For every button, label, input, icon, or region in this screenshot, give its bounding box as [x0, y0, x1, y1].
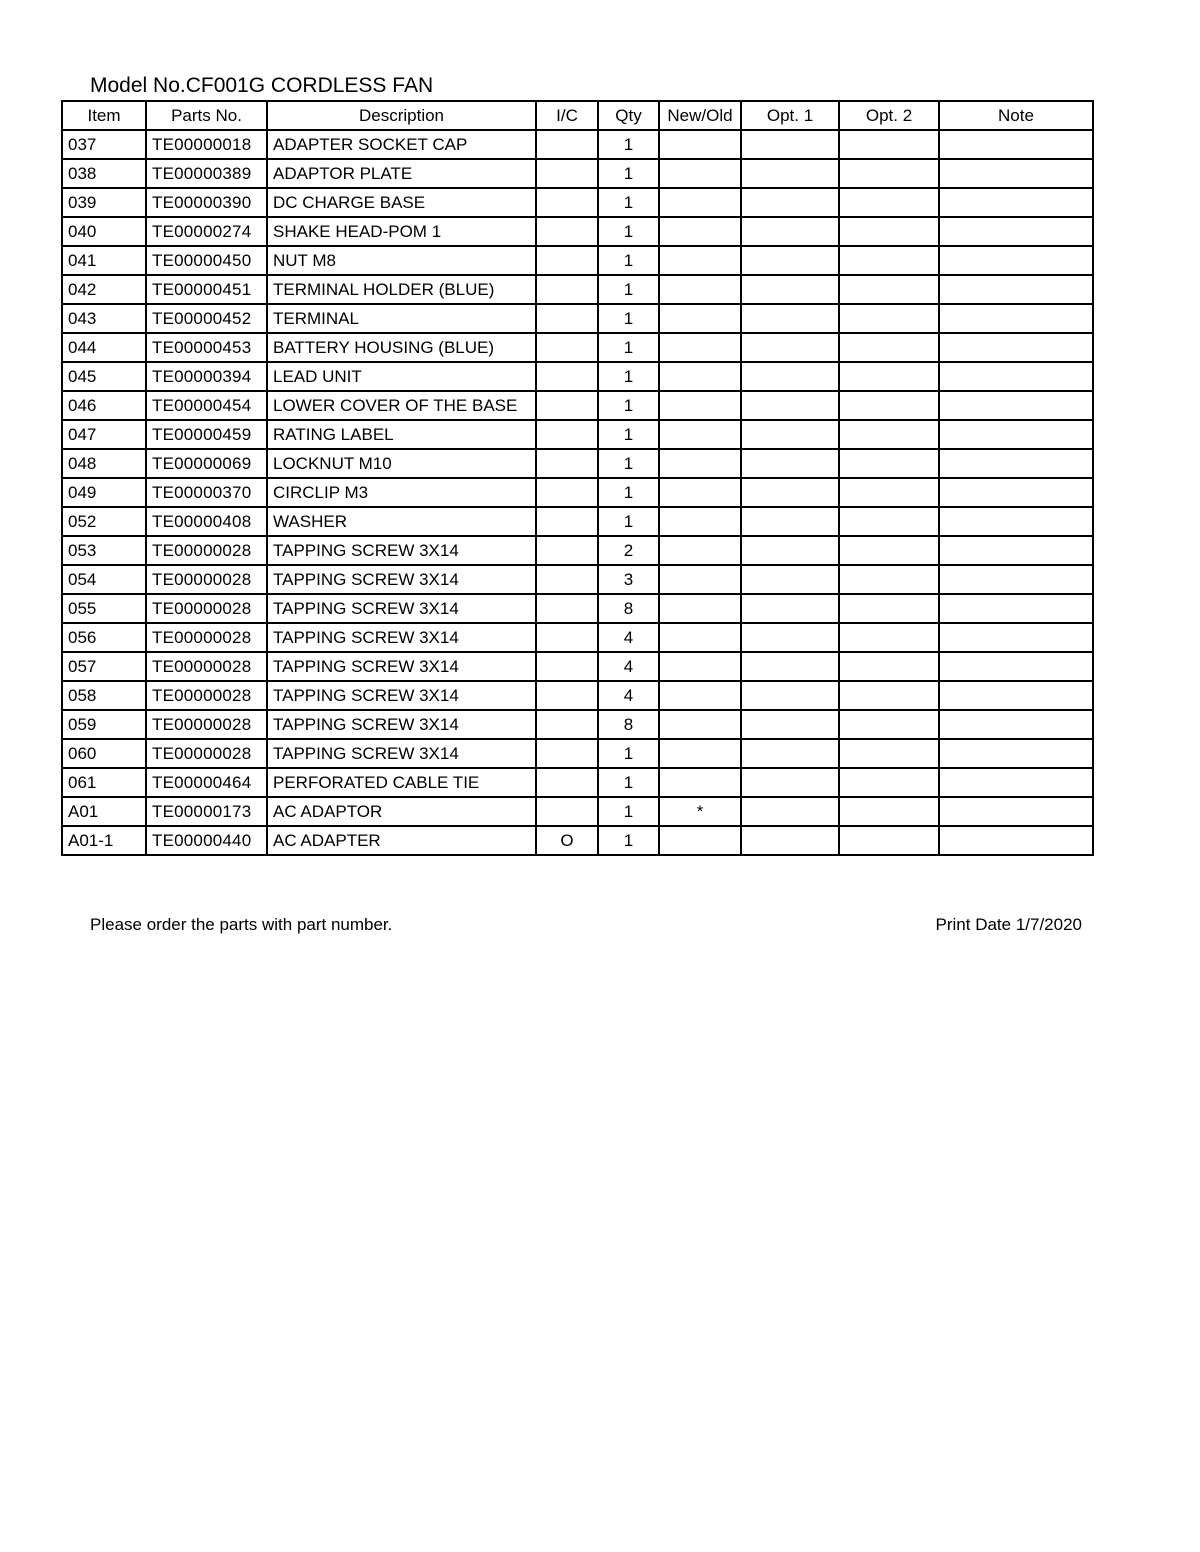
cell-item: 057	[62, 652, 146, 681]
cell-opt-2	[839, 188, 939, 217]
cell-note	[939, 449, 1093, 478]
cell-note	[939, 565, 1093, 594]
cell-qty: 4	[598, 681, 659, 710]
order-note: Please order the parts with part number.	[90, 915, 393, 934]
cell-opt-2	[839, 507, 939, 536]
cell-opt-2	[839, 565, 939, 594]
cell-part-no: TE00000389	[146, 159, 267, 188]
cell-opt-1	[741, 333, 839, 362]
cell-ic	[536, 246, 598, 275]
cell-ic	[536, 420, 598, 449]
table-row	[62, 478, 1093, 507]
cell-description: TAPPING SCREW 3X14	[267, 739, 536, 768]
cell-description: TAPPING SCREW 3X14	[267, 710, 536, 739]
table-row	[62, 130, 1093, 159]
table-row	[62, 275, 1093, 304]
table-row	[62, 217, 1093, 246]
table-row	[62, 333, 1093, 362]
table-row	[62, 797, 1093, 826]
cell-opt-1	[741, 246, 839, 275]
cell-item: 045	[62, 362, 146, 391]
cell-opt-2	[839, 449, 939, 478]
cell-qty: 1	[598, 826, 659, 855]
cell-item: 040	[62, 217, 146, 246]
table-row	[62, 652, 1093, 681]
cell-opt-2	[839, 420, 939, 449]
cell-item: A01	[62, 797, 146, 826]
cell-opt-2	[839, 217, 939, 246]
cell-new-old	[659, 681, 741, 710]
cell-opt-1	[741, 797, 839, 826]
cell-new-old	[659, 188, 741, 217]
cell-new-old	[659, 217, 741, 246]
table-row	[62, 507, 1093, 536]
cell-qty: 1	[598, 478, 659, 507]
cell-opt-1	[741, 130, 839, 159]
cell-ic	[536, 217, 598, 246]
cell-ic	[536, 710, 598, 739]
column-header-ic: I/C	[536, 101, 598, 130]
cell-qty: 4	[598, 623, 659, 652]
cell-ic	[536, 594, 598, 623]
cell-note	[939, 797, 1093, 826]
cell-ic	[536, 478, 598, 507]
cell-item: 046	[62, 391, 146, 420]
cell-new-old	[659, 304, 741, 333]
cell-note	[939, 391, 1093, 420]
cell-opt-1	[741, 362, 839, 391]
header-row	[62, 101, 1093, 130]
cell-ic	[536, 391, 598, 420]
cell-new-old: *	[659, 797, 741, 826]
cell-qty: 1	[598, 130, 659, 159]
cell-item: 043	[62, 304, 146, 333]
cell-ic	[536, 304, 598, 333]
cell-qty: 1	[598, 333, 659, 362]
cell-ic: O	[536, 826, 598, 855]
cell-new-old	[659, 768, 741, 797]
cell-ic	[536, 652, 598, 681]
table-row	[62, 739, 1093, 768]
cell-note	[939, 333, 1093, 362]
column-header-opt-1: Opt. 1	[741, 101, 839, 130]
cell-qty: 1	[598, 217, 659, 246]
cell-opt-2	[839, 594, 939, 623]
cell-note	[939, 478, 1093, 507]
cell-ic	[536, 536, 598, 565]
cell-ic	[536, 507, 598, 536]
cell-opt-1	[741, 275, 839, 304]
cell-new-old	[659, 420, 741, 449]
cell-opt-2	[839, 304, 939, 333]
cell-description: AC ADAPTOR	[267, 797, 536, 826]
cell-item: 047	[62, 420, 146, 449]
cell-new-old	[659, 536, 741, 565]
cell-ic	[536, 275, 598, 304]
cell-opt-2	[839, 797, 939, 826]
cell-item: 048	[62, 449, 146, 478]
cell-part-no: TE00000464	[146, 768, 267, 797]
column-header-parts-no: Parts No.	[146, 101, 267, 130]
cell-description: PERFORATED CABLE TIE	[267, 768, 536, 797]
cell-opt-1	[741, 449, 839, 478]
cell-qty: 1	[598, 188, 659, 217]
page-title: Model No.CF001G CORDLESS FAN	[90, 74, 434, 97]
cell-opt-1	[741, 623, 839, 652]
cell-item: 039	[62, 188, 146, 217]
cell-note	[939, 623, 1093, 652]
cell-opt-1	[741, 652, 839, 681]
cell-description: ADAPTOR PLATE	[267, 159, 536, 188]
cell-note	[939, 130, 1093, 159]
cell-new-old	[659, 652, 741, 681]
cell-opt-1	[741, 565, 839, 594]
cell-description: TAPPING SCREW 3X14	[267, 565, 536, 594]
table-row	[62, 246, 1093, 275]
cell-opt-1	[741, 507, 839, 536]
cell-note	[939, 536, 1093, 565]
cell-opt-2	[839, 391, 939, 420]
cell-note	[939, 304, 1093, 333]
cell-qty: 1	[598, 507, 659, 536]
cell-item: 052	[62, 507, 146, 536]
cell-opt-2	[839, 362, 939, 391]
cell-description: CIRCLIP M3	[267, 478, 536, 507]
cell-opt-2	[839, 681, 939, 710]
cell-ic	[536, 159, 598, 188]
cell-opt-1	[741, 217, 839, 246]
cell-ic	[536, 188, 598, 217]
cell-qty: 1	[598, 768, 659, 797]
cell-opt-2	[839, 826, 939, 855]
table-row	[62, 449, 1093, 478]
cell-qty: 1	[598, 449, 659, 478]
cell-part-no: TE00000028	[146, 652, 267, 681]
cell-opt-1	[741, 739, 839, 768]
cell-opt-2	[839, 536, 939, 565]
cell-description: TAPPING SCREW 3X14	[267, 652, 536, 681]
cell-opt-2	[839, 768, 939, 797]
cell-new-old	[659, 826, 741, 855]
cell-opt-1	[741, 188, 839, 217]
cell-ic	[536, 449, 598, 478]
cell-new-old	[659, 275, 741, 304]
cell-item: 056	[62, 623, 146, 652]
cell-qty: 1	[598, 391, 659, 420]
cell-item: 059	[62, 710, 146, 739]
cell-note	[939, 768, 1093, 797]
cell-item: 044	[62, 333, 146, 362]
cell-part-no: TE00000454	[146, 391, 267, 420]
cell-description: BATTERY HOUSING (BLUE)	[267, 333, 536, 362]
cell-part-no: TE00000028	[146, 536, 267, 565]
column-header-description: Description	[267, 101, 536, 130]
cell-opt-2	[839, 478, 939, 507]
cell-qty: 1	[598, 275, 659, 304]
cell-ic	[536, 797, 598, 826]
cell-new-old	[659, 739, 741, 768]
cell-opt-2	[839, 652, 939, 681]
cell-description: LEAD UNIT	[267, 362, 536, 391]
cell-description: WASHER	[267, 507, 536, 536]
cell-description: TAPPING SCREW 3X14	[267, 594, 536, 623]
cell-new-old	[659, 391, 741, 420]
cell-opt-2	[839, 130, 939, 159]
cell-qty: 3	[598, 565, 659, 594]
cell-qty: 1	[598, 159, 659, 188]
table-row	[62, 681, 1093, 710]
cell-opt-2	[839, 739, 939, 768]
cell-opt-1	[741, 594, 839, 623]
cell-opt-1	[741, 710, 839, 739]
cell-part-no: TE00000394	[146, 362, 267, 391]
cell-opt-2	[839, 246, 939, 275]
cell-note	[939, 159, 1093, 188]
cell-part-no: TE00000451	[146, 275, 267, 304]
table-row	[62, 159, 1093, 188]
cell-description: RATING LABEL	[267, 420, 536, 449]
table-row	[62, 826, 1093, 855]
cell-ic	[536, 681, 598, 710]
cell-new-old	[659, 362, 741, 391]
table-header	[62, 101, 1093, 130]
cell-new-old	[659, 333, 741, 362]
cell-description: AC ADAPTER	[267, 826, 536, 855]
cell-note	[939, 188, 1093, 217]
cell-note	[939, 217, 1093, 246]
column-header-qty: Qty	[598, 101, 659, 130]
cell-new-old	[659, 449, 741, 478]
cell-opt-2	[839, 275, 939, 304]
cell-item: 055	[62, 594, 146, 623]
cell-opt-1	[741, 478, 839, 507]
table-row	[62, 420, 1093, 449]
cell-qty: 2	[598, 536, 659, 565]
cell-new-old	[659, 130, 741, 159]
cell-ic	[536, 623, 598, 652]
cell-note	[939, 594, 1093, 623]
cell-opt-1	[741, 391, 839, 420]
cell-qty: 1	[598, 739, 659, 768]
cell-description: TAPPING SCREW 3X14	[267, 681, 536, 710]
cell-qty: 8	[598, 710, 659, 739]
cell-part-no: TE00000173	[146, 797, 267, 826]
table-body	[62, 130, 1093, 855]
cell-part-no: TE00000459	[146, 420, 267, 449]
cell-part-no: TE00000390	[146, 188, 267, 217]
cell-new-old	[659, 507, 741, 536]
cell-note	[939, 420, 1093, 449]
cell-item: 037	[62, 130, 146, 159]
cell-note	[939, 826, 1093, 855]
cell-description: DC CHARGE BASE	[267, 188, 536, 217]
cell-opt-2	[839, 710, 939, 739]
table-row	[62, 536, 1093, 565]
cell-opt-1	[741, 159, 839, 188]
cell-note	[939, 507, 1093, 536]
column-header-new-old: New/Old	[659, 101, 741, 130]
cell-item: 038	[62, 159, 146, 188]
cell-part-no: TE00000440	[146, 826, 267, 855]
cell-part-no: TE00000028	[146, 710, 267, 739]
cell-note	[939, 710, 1093, 739]
parts-table	[61, 100, 1094, 856]
cell-part-no: TE00000453	[146, 333, 267, 362]
cell-part-no: TE00000028	[146, 681, 267, 710]
cell-opt-1	[741, 420, 839, 449]
cell-description: TAPPING SCREW 3X14	[267, 536, 536, 565]
cell-note	[939, 275, 1093, 304]
cell-part-no: TE00000028	[146, 565, 267, 594]
cell-item: 061	[62, 768, 146, 797]
cell-description: TERMINAL HOLDER (BLUE)	[267, 275, 536, 304]
cell-new-old	[659, 478, 741, 507]
cell-ic	[536, 362, 598, 391]
cell-part-no: TE00000028	[146, 739, 267, 768]
cell-description: TERMINAL	[267, 304, 536, 333]
table-row	[62, 594, 1093, 623]
cell-item: 060	[62, 739, 146, 768]
cell-note	[939, 739, 1093, 768]
table-row	[62, 565, 1093, 594]
cell-qty: 1	[598, 362, 659, 391]
cell-ic	[536, 130, 598, 159]
cell-part-no: TE00000028	[146, 623, 267, 652]
cell-description: LOWER COVER OF THE BASE	[267, 391, 536, 420]
cell-part-no: TE00000370	[146, 478, 267, 507]
cell-opt-2	[839, 623, 939, 652]
cell-item: 053	[62, 536, 146, 565]
column-header-item: Item	[62, 101, 146, 130]
cell-opt-1	[741, 681, 839, 710]
cell-description: ADAPTER SOCKET CAP	[267, 130, 536, 159]
cell-opt-1	[741, 768, 839, 797]
cell-opt-1	[741, 536, 839, 565]
cell-ic	[536, 768, 598, 797]
table-row	[62, 768, 1093, 797]
cell-new-old	[659, 159, 741, 188]
cell-ic	[536, 739, 598, 768]
cell-description: SHAKE HEAD-POM 1	[267, 217, 536, 246]
cell-item: 054	[62, 565, 146, 594]
cell-opt-2	[839, 159, 939, 188]
cell-item: 041	[62, 246, 146, 275]
table-row	[62, 391, 1093, 420]
cell-note	[939, 246, 1093, 275]
cell-item: A01-1	[62, 826, 146, 855]
cell-new-old	[659, 246, 741, 275]
cell-item: 058	[62, 681, 146, 710]
cell-part-no: TE00000450	[146, 246, 267, 275]
cell-new-old	[659, 710, 741, 739]
cell-part-no: TE00000069	[146, 449, 267, 478]
table-row	[62, 710, 1093, 739]
cell-item: 049	[62, 478, 146, 507]
cell-note	[939, 652, 1093, 681]
cell-qty: 4	[598, 652, 659, 681]
table-row	[62, 623, 1093, 652]
column-header-opt-2: Opt. 2	[839, 101, 939, 130]
cell-qty: 1	[598, 304, 659, 333]
print-date: Print Date 1/7/2020	[935, 915, 1082, 934]
table-row	[62, 362, 1093, 391]
cell-item: 042	[62, 275, 146, 304]
cell-part-no: TE00000028	[146, 594, 267, 623]
cell-part-no: TE00000274	[146, 217, 267, 246]
cell-opt-2	[839, 333, 939, 362]
cell-ic	[536, 565, 598, 594]
cell-new-old	[659, 623, 741, 652]
cell-opt-1	[741, 826, 839, 855]
cell-qty: 1	[598, 246, 659, 275]
cell-description: LOCKNUT M10	[267, 449, 536, 478]
cell-note	[939, 362, 1093, 391]
cell-ic	[536, 333, 598, 362]
cell-part-no: TE00000452	[146, 304, 267, 333]
cell-note	[939, 681, 1093, 710]
table-row	[62, 304, 1093, 333]
cell-qty: 1	[598, 420, 659, 449]
cell-opt-1	[741, 304, 839, 333]
cell-qty: 1	[598, 797, 659, 826]
cell-description: NUT M8	[267, 246, 536, 275]
cell-new-old	[659, 594, 741, 623]
cell-qty: 8	[598, 594, 659, 623]
table-row	[62, 188, 1093, 217]
cell-new-old	[659, 565, 741, 594]
cell-part-no: TE00000408	[146, 507, 267, 536]
cell-part-no: TE00000018	[146, 130, 267, 159]
cell-description: TAPPING SCREW 3X14	[267, 623, 536, 652]
column-header-note: Note	[939, 101, 1093, 130]
